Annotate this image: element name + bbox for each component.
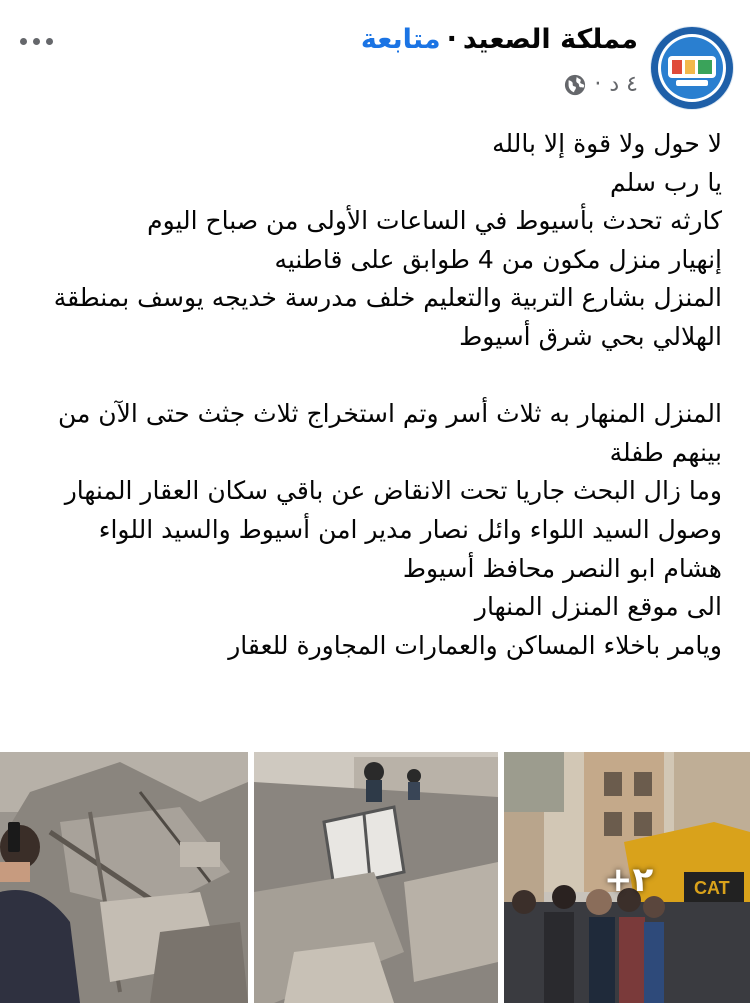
post-line: ويامر باخلاء المساكن والعمارات المجاورة للعقار bbox=[228, 630, 722, 660]
more-photos-count[interactable]: +٢ bbox=[604, 860, 654, 900]
post-line: المنزل المنهار به ثلاث أسر وتم استخراج ثلاث جثث حتى الآن من bbox=[57, 399, 722, 429]
post-line: إنهيار منزل مكون من 4 طوابق على قاطنيه bbox=[274, 244, 722, 274]
page-avatar[interactable] bbox=[650, 26, 734, 110]
post-line: كارثه تحدث بأسيوط في الساعات الأولى من صباح اليوم bbox=[147, 206, 722, 236]
name-separator: · bbox=[446, 24, 457, 55]
post-line: وما زال البحث جاريا تحت الانقاض عن باقي سكان العقار المنهار bbox=[64, 476, 722, 506]
post-line: وصول السيد اللواء وائل نصار مدير امن أسيوط والسيد اللواء bbox=[98, 514, 722, 544]
post-line: يا رب سلم bbox=[610, 167, 722, 197]
photo-rubble-window[interactable] bbox=[254, 752, 498, 1003]
photo-street-excavator[interactable] bbox=[504, 752, 750, 1003]
post-line: لا حول ولا قوة إلا بالله bbox=[492, 129, 722, 158]
photo-rubble-person[interactable] bbox=[0, 752, 248, 1003]
post-line: الى موقع المنزل المنهار bbox=[474, 592, 722, 622]
post-line: هشام ابو النصر محافظ أسيوط bbox=[402, 553, 722, 583]
more-options-button[interactable] bbox=[14, 26, 58, 56]
author-row bbox=[361, 24, 638, 55]
globe-icon bbox=[564, 74, 586, 96]
follow-button[interactable]: متابعة bbox=[360, 24, 441, 55]
page-name-link[interactable]: مملكة الصعيد bbox=[462, 24, 638, 55]
more-dots-icon bbox=[20, 38, 27, 45]
post-meta bbox=[564, 72, 638, 97]
meta-separator: · bbox=[594, 72, 602, 97]
more-dots-icon-dot bbox=[33, 38, 40, 45]
more-dots-icon-dot bbox=[46, 38, 53, 45]
timestamp[interactable]: ٤ د bbox=[609, 72, 638, 97]
post-header bbox=[0, 0, 750, 115]
post-blank-line bbox=[22, 357, 722, 396]
svg-text:CAT: CAT bbox=[694, 878, 730, 898]
page-logo-icon bbox=[650, 26, 734, 110]
post-line: الهلالي بحي شرق أسيوط bbox=[459, 321, 722, 351]
post-line: المنزل بشارع التربية والتعليم خلف مدرسة خديجه يوسف بمنطقة bbox=[53, 283, 722, 313]
post-message bbox=[22, 125, 722, 665]
photo-grid bbox=[0, 752, 750, 1003]
post-line: بينهم طفلة bbox=[609, 437, 722, 467]
